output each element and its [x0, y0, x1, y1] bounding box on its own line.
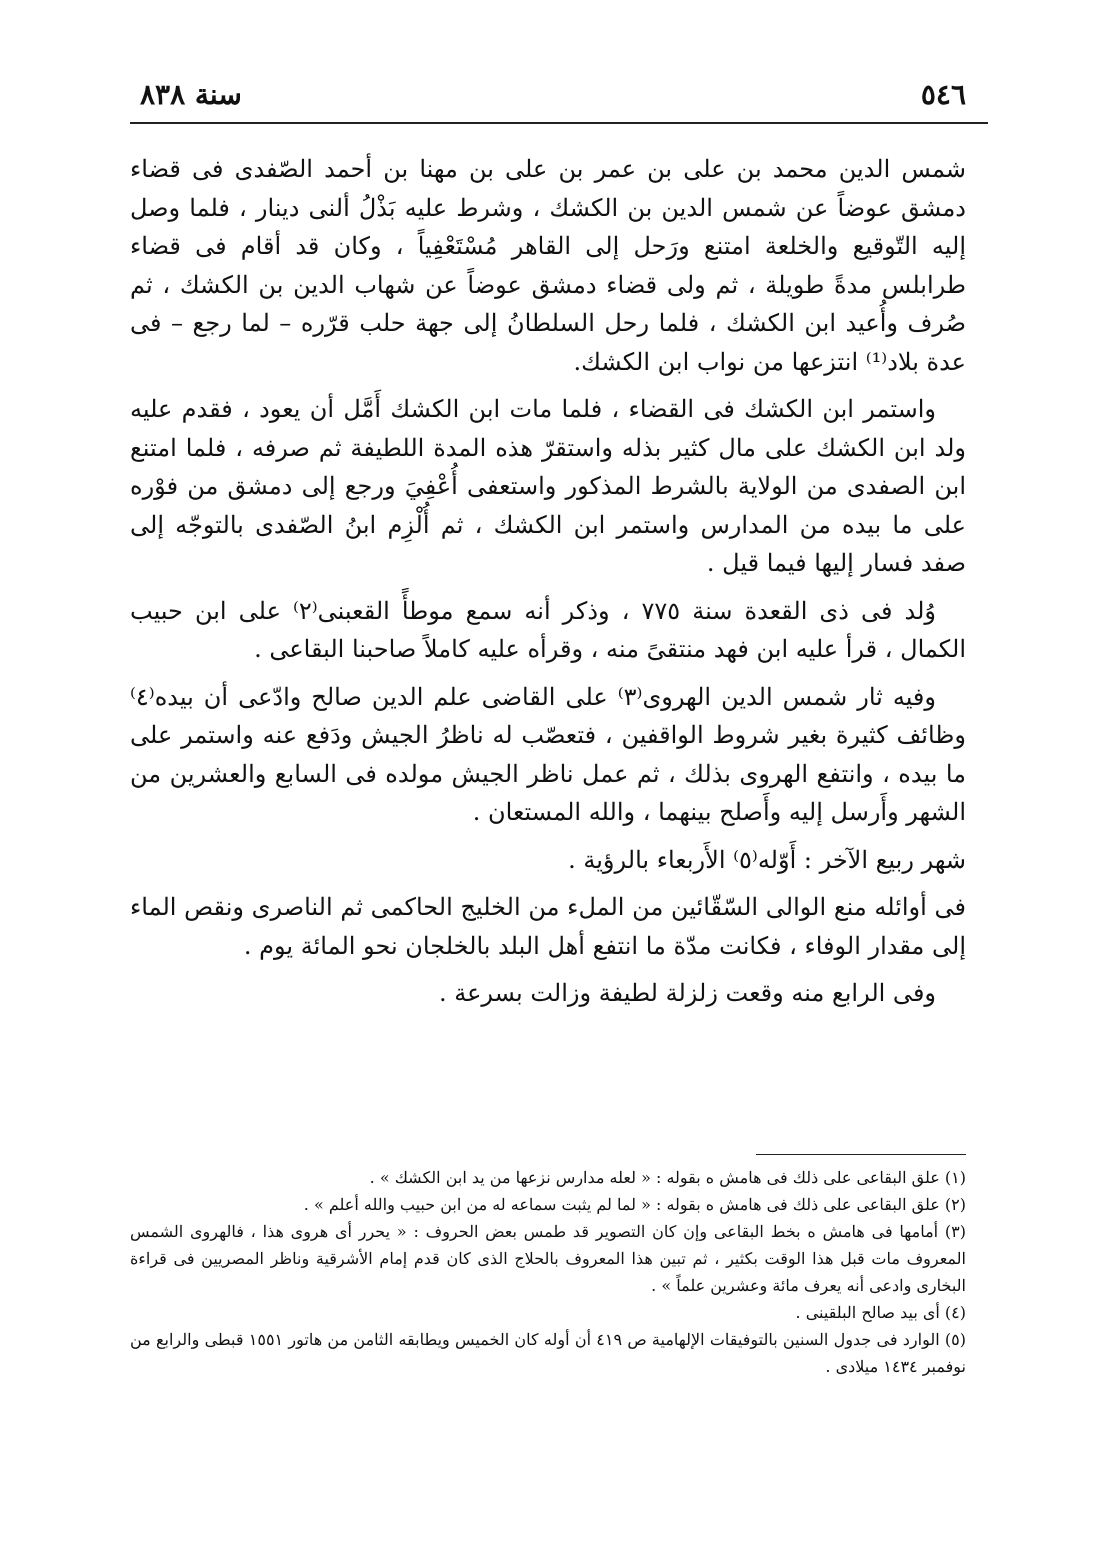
paragraph: واستمر ابن الكشك فى القضاء ، فلما مات ابن الكشك أَمَّل أن يعود ، فقدم عليه ولد ابن الكشك على مال كثير بذله واستقرّ هذه المدة اللطيفة ثم صرفه ، فلما امتنع ابن الصفدى من الولاية بالشرط المذكور واستعفى أُعْفِيَ ورجع إلى دمشق من فوْره على ما بيده من المدارس واستمر ابن الكشك ، ثم أُلْزِم ابنُ الصّفدى بالتوجّه إلى صفد فسار إليها فيما قيل . [130, 395, 966, 577]
main-text [130, 150, 966, 1022]
month-heading: شهر ربيع الآخر : أَوّله⁽٥⁾ الأَربعاء بالرؤية . [568, 845, 966, 874]
footnote: (٣) أمامها فى هامش ه بخط البقاعى وإن كان التصوير قد طمس بعض الحروف : « يحرر أى هروى هذا ، فالهروى الشمس المعروف مات قبل هذا الوقت بكثير ، ثم تبين هذا المعروف بالحلاج الذى كان قدم إمام الأشرقية وناظر المصريين فى قراءة البخارى وادعى أنه يعرف مائة وعشرين علماً » . [130, 1222, 966, 1295]
footnote: (٤) أى بيد صالح البلقينى . [795, 1303, 966, 1322]
paragraph: شمس الدين محمد بن على بن عمر بن على بن مهنا بن أحمد الصّفدى فى قضاء دمشق عوضاً عن شمس الدين بن الكشك ، وشرط عليه بَذْلُ ألنى دينار ، فلما وصل إليه التّوقيع والخلعة امتنع ورَحل إلى القاهر مُسْتَعْفِياً ، وكان قد أقام فى قضاء طرابلس مدةً طويلة ، ثم ولى قضاء دمشق عوضاً عن شهاب الدين بن الكشك ، ثم صُرف وأُعيد ابن الكشك ، فلما رحل السلطانُ إلى جهة حلب قرّره – لما رجع – فى عدة بلاد⁽¹⁾ انتزعها من نواب ابن الكشك. [130, 155, 966, 376]
page-number: ٥٤٦ [920, 78, 966, 111]
page-header [130, 78, 966, 118]
paragraph: فى أوائله منع الوالى السّقّائين من الملء من الخليج الحاكمى ثم الناصرى ونقص الماء إلى مقدار الوفاء ، فكانت مدّة ما انتفع أهل البلد بالخلجان نحو المائة يوم . [130, 893, 966, 960]
paragraph: وفيه ثار شمس الدين الهروى⁽٣⁾ على القاضى علم الدين صالح وادّعى أن بيده⁽٤⁾ وظائف كثيرة بغير شروط الواقفين ، فتعصّب له ناظرُ الجيش ودَفع عنه واستمر على ما بيده ، وانتفع الهروى بذلك ، ثم عمل ناظر الجيش مولده فى السابع والعشرين من الشهر وأَرسل إليه وأَصلح بينهما ، والله المستعان . [130, 682, 966, 826]
footnotes [130, 1164, 966, 1380]
paragraph: وفى الرابع منه وقعت زلزلة لطيفة وزالت بسرعة . [438, 979, 936, 1007]
paragraph: وُلد فى ذى القعدة سنة ٧٧٥ ، وذكر أنه سمع موطأً القعبنى⁽٢⁾ على ابن حبيب الكمال ، قرأ عليه ابن فهد منتقىً منه ، وقرأه عليه كاملاً صاحبنا البقاعى . [130, 596, 966, 663]
header-divider [130, 122, 988, 124]
footnote: (١) علق البقاعى على ذلك فى هامش ه بقوله : « لعله مدارس نزعها من يد ابن الكشك » . [369, 1168, 966, 1187]
footnote-divider [756, 1154, 966, 1155]
running-head: سنة ٨٣٨ [140, 78, 242, 111]
footnote: (٥) الوارد فى جدول السنين بالتوفيقات الإلهامية ص ٤١٩ أن أوله كان الخميس ويطابقه الثامن من هاتور ١٥٥١ قبطى والرابع من نوفمبر ١٤٣٤ ميلادى . [130, 1330, 967, 1376]
footnote: (٢) علق البقاعى على ذلك فى هامش ه بقوله : « لما لم يثبت سماعه له من ابن حبيب والله أعلم » . [303, 1195, 966, 1214]
